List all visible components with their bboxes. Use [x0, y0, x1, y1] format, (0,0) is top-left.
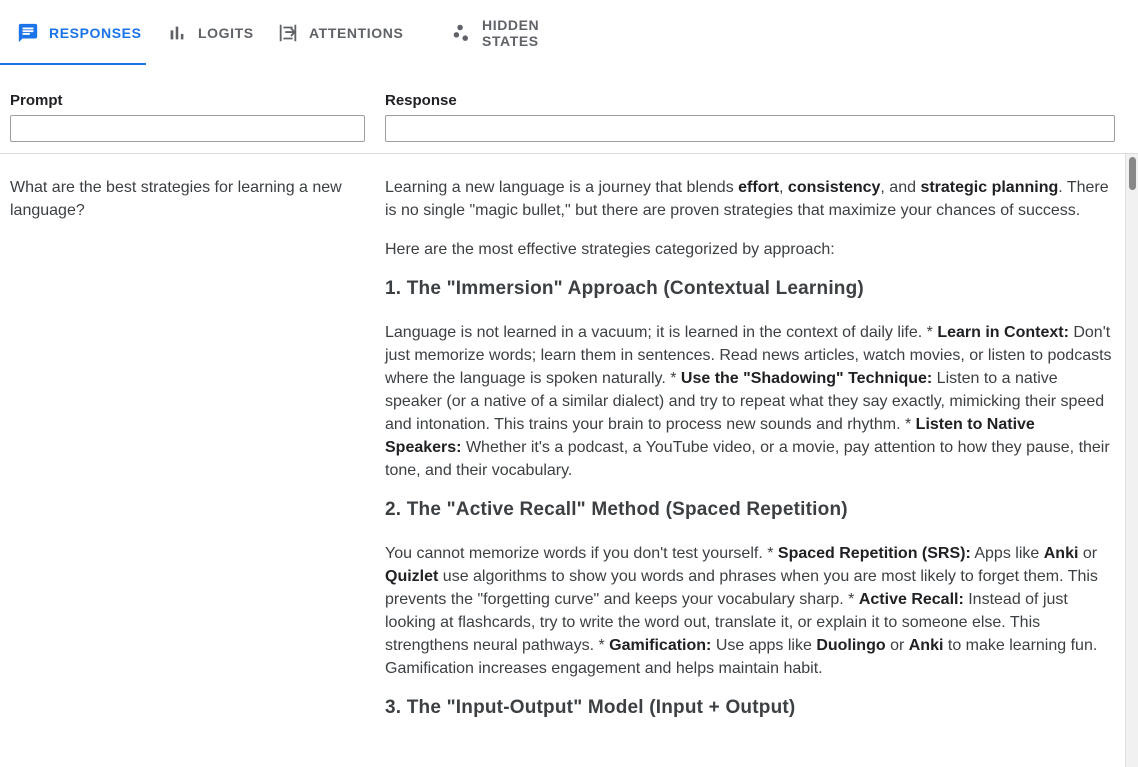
- tab-hidden-states[interactable]: [431, 0, 611, 65]
- prompt-column-label: Prompt: [10, 92, 63, 109]
- prompt-cell: What are the best strategies for learning a new language?: [10, 179, 342, 219]
- response-paragraph: Language is not learned in a vacuum; it is learned in the context of daily life. * Learn in Context: Don't just memorize words; learn them in sentences. Read news articles, watch movies, or listen to podcasts where the language is spoken naturally. * Use the "Shadowing" Technique: Listen to a native speaker (or a native of a similar dialect) and try to repeat what they say exactly, mimicking their speed and intonation. This trains your brain to process new sounds and rhythm. * Listen to Native Speakers: Whether it's a podcast, a YouTube video, or a movie, pay attention to how they pause, their tone, and their vocabulary.: [385, 324, 1112, 479]
- tab-logits-label: LOGITS: [198, 24, 254, 41]
- response-cell: [385, 176, 1115, 740]
- tab-logits[interactable]: [146, 0, 259, 65]
- prompt-filter-input[interactable]: [10, 115, 365, 142]
- bar-chart-icon: [166, 22, 188, 44]
- results-table: [0, 154, 1125, 767]
- chat-icon: [17, 22, 39, 44]
- tab-attentions-label: ATTENTIONS: [309, 24, 404, 41]
- content-scrollbar[interactable]: [1125, 154, 1138, 767]
- tab-responses-label: RESPONSES: [49, 24, 142, 41]
- attention-icon: [277, 22, 299, 44]
- response-heading: 1. The "Immersion" Approach (Contextual Learning): [385, 278, 864, 299]
- response-paragraph: Here are the most effective strategies categorized by approach:: [385, 241, 835, 258]
- response-filter-input[interactable]: [385, 115, 1115, 142]
- response-paragraph: Learning a new language is a journey that blends effort, consistency, and strategic planning. There is no single "magic bullet," but there are proven strategies that maximize your chances of success.: [385, 179, 1109, 219]
- response-heading: 3. The "Input‑Output" Model (Input + Output): [385, 697, 796, 718]
- response-column-label: Response: [385, 92, 457, 109]
- response-heading: 2. The "Active Recall" Method (Spaced Repetition): [385, 499, 848, 520]
- tab-hidden-states-label: HIDDEN STATES: [482, 16, 540, 49]
- scatter-icon: [450, 22, 472, 44]
- response-paragraph: You cannot memorize words if you don't test yourself. * Spaced Repetition (SRS): Apps like Anki or Quizlet use algorithms to show you words and phrases when you are most likely to forget them. This prevents the "forgetting curve" and keeps your vocabulary sharp. * Active Recall: Instead of just looking at flashcards, try to write the word out, translate it, or explain it to someone else. This strengthens neural pathways. * Gamification: Use apps like Duolingo or Anki to make learning fun. Gamification increases engagement and helps maintain habit.: [385, 545, 1098, 677]
- scrollbar-thumb[interactable]: [1129, 157, 1136, 190]
- tab-responses[interactable]: [0, 0, 146, 65]
- tab-bar: [0, 0, 1138, 65]
- tab-attentions[interactable]: [259, 0, 431, 65]
